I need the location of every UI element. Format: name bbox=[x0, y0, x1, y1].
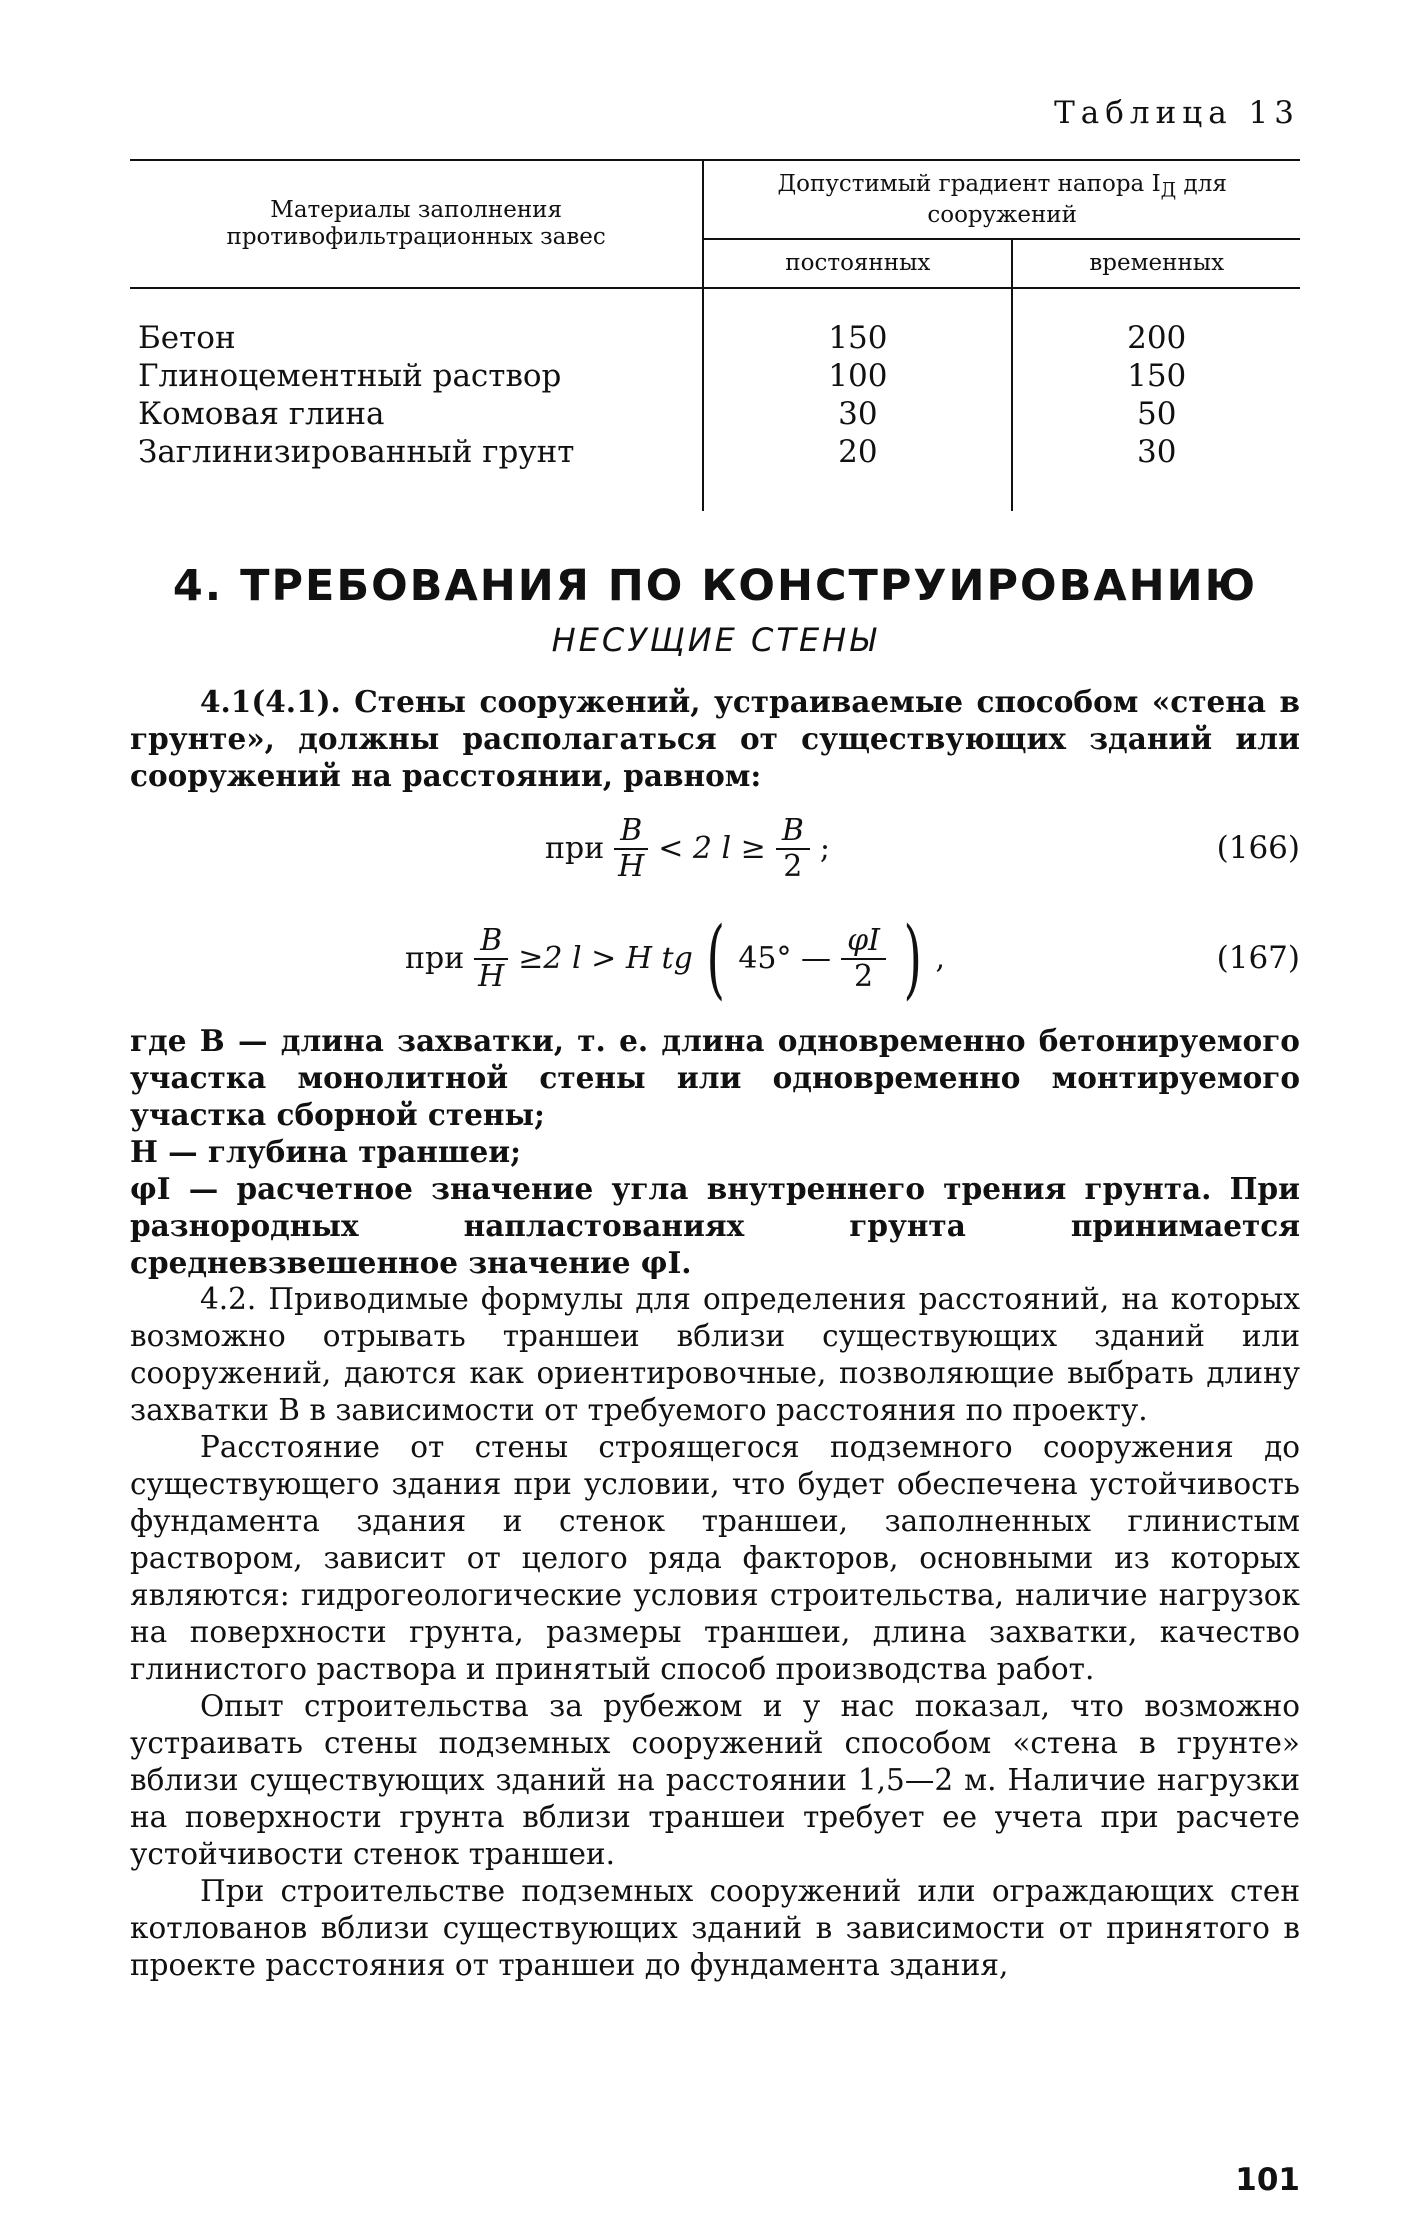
table-header-gradient: Допустимый градиент напора $I_Д$ для сооружений bbox=[703, 160, 1300, 239]
definition-h: H — глубина траншеи; bbox=[130, 1133, 522, 1169]
material-cell: Комовая глина bbox=[138, 395, 385, 432]
table-header-permanent: постоянных bbox=[703, 239, 1012, 287]
body-paragraph: Опыт строительства за рубежом и у нас показал, что возможно устраивать стены подземных сооружений способом «стена в грунте» вблизи существующих зданий на расстоянии 1,5—2 м. Наличие нагрузки на поверхности грунта вблизи траншеи требует ее учета при расчете устойчивости стенок траншеи. bbox=[130, 1688, 1300, 1871]
material-cell: Глиноцементный раствор bbox=[138, 357, 562, 394]
material-cell: Бетон bbox=[138, 319, 236, 356]
table-caption: Таблица 13 bbox=[1054, 95, 1300, 131]
table-row bbox=[130, 319, 1300, 357]
definition-b: где B — длина захватки, т. е. длина одновременно бетонируемого участка монолитной стены или одновременно монтируемого участка сборной стены; bbox=[130, 1022, 1300, 1132]
formula-166-frac-b-2: $\frac{B}{2}$ bbox=[776, 814, 810, 884]
subsection-title: НЕСУЩИЕ СТЕНЫ bbox=[551, 620, 879, 659]
formula-166-frac-b-h: $\frac{B}{H}$ bbox=[614, 814, 648, 884]
gradient-table bbox=[130, 159, 1300, 511]
formula-167-mid: ≥2 l > H tg bbox=[518, 941, 693, 977]
formula-167-angle: 45° — bbox=[738, 941, 832, 977]
permanent-cell: 100 bbox=[703, 357, 1012, 395]
table-header-material: Материалы заполнения противофильтрационных завес bbox=[130, 160, 703, 288]
formula-167: при $\frac{B}{H}$ ≥2 l > H tg ( 45° — $\frac{\varphi I}{2}$ ) , (167) bbox=[405, 908, 1300, 1009]
left-paren: ( bbox=[706, 908, 725, 1009]
definitions bbox=[130, 1022, 1300, 1281]
body-paragraph: При строительстве подземных сооружений или ограждающих стен котлованов вблизи существующих зданий в зависимости от принятого в проекте расстояния от траншеи до фундамента здания, bbox=[130, 1873, 1300, 1982]
temporary-cell: 200 bbox=[1012, 319, 1300, 357]
formula-166-label: (166) bbox=[1216, 829, 1300, 866]
temporary-cell: 30 bbox=[1012, 433, 1300, 471]
permanent-cell: 30 bbox=[703, 395, 1012, 433]
formula-167-frac-phi-2: $\frac{\varphi I}{2}$ bbox=[841, 924, 886, 994]
material-cell: Заглинизированный грунт bbox=[138, 433, 575, 470]
section-title: 4. ТРЕБОВАНИЯ ПО КОНСТРУИРОВАНИЮ bbox=[172, 560, 1258, 611]
permanent-cell: 20 bbox=[703, 433, 1012, 471]
formula-166-pri: при bbox=[545, 831, 605, 867]
table-row bbox=[130, 395, 1300, 433]
formula-167-frac-b-h: $\frac{B}{H}$ bbox=[474, 924, 508, 994]
formula-166-mid: < 2 l ≥ bbox=[658, 831, 766, 867]
clause-4-2: 4.2. Приводимые формулы для определения расстояний, на которых возможно отрывать траншеи вблизи существующих зданий или сооружений, даются как ориентировочные, позволяющие выбрать длину захватки B в зависимости от требуемого расстояния по проекту. bbox=[130, 1281, 1300, 1427]
temporary-cell: 50 bbox=[1012, 395, 1300, 433]
table-row bbox=[130, 433, 1300, 471]
body-paragraph: Расстояние от стены строящегося подземного сооружения до существующего здания при условии, что будет обеспечена устойчивость фундамента здания и стенок траншеи, заполненных глинистым раствором, зависит от целого ряда факторов, основными из которых являются: гидрогеологические условия строительства, наличие нагрузок на поверхности грунта, размеры траншеи, длина захватки, качество глинистого раствора и принятый способ производства работ. bbox=[130, 1429, 1300, 1686]
clause-4-1: 4.1(4.1). Стены сооружений, устраиваемые способом «стена в грунте», должны располагаться от существующих зданий или сооружений на расстоянии, равном: bbox=[130, 683, 1300, 793]
formula-166: при $\frac{B}{H}$ < 2 l ≥ $\frac{B}{2}$ ; (166) bbox=[545, 812, 1300, 884]
page-number: 101 bbox=[1235, 2162, 1300, 2198]
document-page bbox=[130, 95, 1300, 1984]
temporary-cell: 150 bbox=[1012, 357, 1300, 395]
definition-phi: φI — расчетное значение угла внутреннего трения грунта. При разнородных напластованиях грунта принимается средневзвешенное значение φI. bbox=[130, 1170, 1300, 1280]
table-row bbox=[130, 357, 1300, 395]
table-header-temporary: временных bbox=[1012, 239, 1300, 287]
right-paren: ) bbox=[903, 908, 922, 1009]
permanent-cell: 150 bbox=[703, 319, 1012, 357]
formula-167-label: (167) bbox=[1216, 939, 1300, 976]
formula-167-pri: при bbox=[405, 941, 465, 977]
